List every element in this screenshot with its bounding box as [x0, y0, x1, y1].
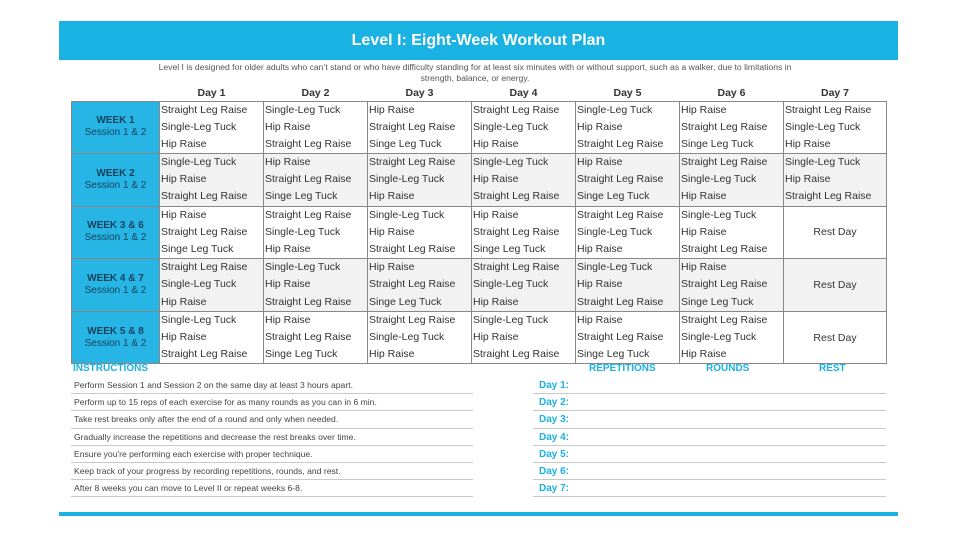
instruction-item: Keep track of your progress by recording repetitions, rounds, and rest. [71, 463, 473, 480]
exercise-item: Hip Raise [265, 278, 311, 291]
exercise-item: Hip Raise [369, 190, 415, 203]
log-day-row[interactable]: Day 1: [533, 377, 886, 394]
exercise-item: Hip Raise [473, 208, 519, 221]
exercise-item: Straight Leg Raise [473, 348, 560, 361]
log-day-row[interactable]: Day 3: [533, 411, 886, 428]
exercise-item: Hip Raise [473, 137, 519, 150]
day-cell [472, 154, 576, 207]
exercise-item: Straight Leg Raise [265, 295, 352, 308]
exercise-item: Straight Leg Raise [161, 348, 248, 361]
exercise-item: Hip Raise [265, 120, 311, 133]
exercise-item: Hip Raise [577, 313, 623, 326]
exercise-item: Hip Raise [161, 295, 207, 308]
log-day-row[interactable]: Day 4: [533, 429, 886, 446]
rounds-heading: ROUNDS [706, 363, 750, 374]
exercise-item: Singe Leg Tuck [577, 190, 650, 203]
intro-text: Level I is designed for older adults who can’t stand or who have difficulty standing for at least six minutes with or without support, such as a walker, due to limitations in strength, balance, or energy. [158, 62, 792, 83]
day-cell [368, 154, 472, 207]
exercise-item: Single-Leg Tuck [161, 120, 237, 133]
day-cell [472, 101, 576, 154]
week-row [72, 206, 887, 259]
rest-heading: REST [819, 363, 846, 374]
exercise-item: Straight Leg Raise [161, 103, 248, 116]
rest-day-cell: Rest Day [784, 206, 887, 259]
exercise-item: Single-Leg Tuck [473, 120, 549, 133]
exercise-item: Straight Leg Raise [785, 190, 872, 203]
instructions-heading: INSTRUCTIONS [73, 363, 148, 374]
week-label-cell [72, 206, 160, 259]
week-label: WEEK 1 [96, 115, 135, 127]
exercise-item: Straight Leg Raise [265, 208, 352, 221]
page-title: Level I: Eight-Week Workout Plan [59, 21, 898, 60]
exercise-item: Hip Raise [681, 348, 727, 361]
day-cell [576, 154, 680, 207]
exercise-item: Hip Raise [681, 103, 727, 116]
exercise-item: Singe Leg Tuck [369, 137, 442, 150]
exercise-item: Straight Leg Raise [577, 330, 664, 343]
rest-day-cell: Rest Day [784, 311, 887, 364]
instruction-item: Take rest breaks only after the end of a round and only when needed. [71, 411, 473, 428]
exercise-item: Straight Leg Raise [369, 278, 456, 291]
instruction-item: Perform Session 1 and Session 2 on the same day at least 3 hours apart. [71, 377, 473, 394]
instruction-item: After 8 weeks you can move to Level II or repeat weeks 6-8. [71, 480, 473, 497]
day-cell [472, 311, 576, 364]
day-cell [368, 311, 472, 364]
day-cell [264, 206, 368, 259]
exercise-item: Hip Raise [161, 137, 207, 150]
exercise-item: Straight Leg Raise [265, 137, 352, 150]
exercise-item: Single-Leg Tuck [785, 156, 861, 169]
day-header-4: Day 4 [509, 87, 538, 100]
exercise-item: Single-Leg Tuck [681, 330, 757, 343]
exercise-item: Hip Raise [473, 173, 519, 186]
exercise-item: Straight Leg Raise [577, 137, 664, 150]
week-label-cell [72, 311, 160, 364]
day-cell [368, 259, 472, 312]
day-header-6: Day 6 [717, 87, 746, 100]
week-label-cell [72, 259, 160, 312]
week-row [72, 311, 887, 364]
exercise-item: Single-Leg Tuck [577, 225, 653, 238]
week-label-cell [72, 101, 160, 154]
exercise-item: Single-Leg Tuck [785, 120, 861, 133]
session-label: Session 1 & 2 [84, 337, 147, 349]
rest-day-cell: Rest Day [784, 259, 887, 312]
day-cell [264, 154, 368, 207]
day-header-row [72, 86, 887, 101]
week-label: WEEK 4 & 7 [87, 272, 144, 284]
week-label: WEEK 3 & 6 [87, 220, 144, 232]
exercise-item: Straight Leg Raise [681, 278, 768, 291]
exercise-item: Straight Leg Raise [473, 190, 560, 203]
day-cell [680, 206, 784, 259]
exercise-item: Straight Leg Raise [265, 330, 352, 343]
exercise-item: Straight Leg Raise [681, 120, 768, 133]
week-label-cell [72, 154, 160, 207]
day-cell [576, 101, 680, 154]
footer-bar [59, 512, 898, 516]
day-header-2: Day 2 [301, 87, 330, 100]
exercise-item: Singe Leg Tuck [265, 190, 338, 203]
exercise-item: Straight Leg Raise [473, 261, 560, 274]
day-cell [368, 206, 472, 259]
exercise-item: Straight Leg Raise [681, 243, 768, 255]
exercise-item: Hip Raise [785, 137, 831, 150]
day-cell [784, 154, 887, 207]
day-cell [160, 206, 264, 259]
session-label: Session 1 & 2 [84, 127, 147, 139]
day-cell [264, 311, 368, 364]
log-day-row[interactable]: Day 5: [533, 446, 886, 463]
exercise-item: Hip Raise [369, 348, 415, 361]
week-row [72, 101, 887, 154]
exercise-item: Straight Leg Raise [161, 225, 248, 238]
exercise-item: Hip Raise [369, 261, 415, 274]
exercise-item: Straight Leg Raise [161, 190, 248, 203]
day-cell [680, 154, 784, 207]
exercise-item: Straight Leg Raise [473, 103, 560, 116]
day-cell [368, 101, 472, 154]
exercise-item: Straight Leg Raise [473, 225, 560, 238]
instruction-item: Perform up to 15 reps of each exercise for as many rounds as you can in 6 min. [71, 394, 473, 411]
exercise-item: Hip Raise [473, 330, 519, 343]
exercise-item: Hip Raise [577, 120, 623, 133]
exercise-item: Hip Raise [161, 173, 207, 186]
day-cell [576, 259, 680, 312]
session-label: Session 1 & 2 [84, 179, 147, 191]
day-cell [264, 259, 368, 312]
exercise-item: Straight Leg Raise [577, 295, 664, 308]
day-cell [160, 259, 264, 312]
day-cell [472, 206, 576, 259]
day-cell [576, 206, 680, 259]
exercise-item: Straight Leg Raise [681, 156, 768, 169]
week-label: WEEK 5 & 8 [87, 325, 144, 337]
exercise-item: Single-Leg Tuck [369, 208, 445, 221]
day-cell [472, 259, 576, 312]
exercise-item: Singe Leg Tuck [681, 137, 754, 150]
exercise-item: Straight Leg Raise [681, 313, 768, 326]
plan-body [72, 101, 887, 364]
exercise-item: Single-Leg Tuck [369, 173, 445, 186]
exercise-item: Hip Raise [161, 208, 207, 221]
day-cell [160, 311, 264, 364]
day-cell [160, 101, 264, 154]
exercise-item: Single-Leg Tuck [473, 313, 549, 326]
exercise-item: Straight Leg Raise [265, 173, 352, 186]
log-day-row[interactable]: Day 6: [533, 463, 886, 480]
day-header-5: Day 5 [613, 87, 642, 100]
exercise-item: Hip Raise [681, 190, 727, 203]
progress-log [533, 377, 886, 497]
exercise-item: Hip Raise [785, 173, 831, 186]
session-label: Session 1 & 2 [84, 284, 147, 296]
exercise-item: Hip Raise [681, 225, 727, 238]
exercise-item: Single-Leg Tuck [161, 278, 237, 291]
week-row [72, 259, 887, 312]
exercise-item: Straight Leg Raise [161, 261, 248, 274]
exercise-item: Single-Leg Tuck [161, 156, 237, 169]
workout-plan-table [71, 86, 887, 364]
exercise-item: Single-Leg Tuck [681, 173, 757, 186]
day-header-7: Day 7 [820, 87, 850, 100]
exercise-item: Hip Raise [369, 225, 415, 238]
exercise-item: Hip Raise [369, 103, 415, 116]
exercise-item: Singe Leg Tuck [161, 243, 234, 255]
day-cell [680, 101, 784, 154]
exercise-item: Single-Leg Tuck [265, 261, 341, 274]
exercise-item: Straight Leg Raise [369, 120, 456, 133]
exercise-item: Straight Leg Raise [369, 313, 456, 326]
exercise-item: Single-Leg Tuck [265, 103, 341, 116]
exercise-item: Singe Leg Tuck [681, 295, 754, 308]
exercise-item: Hip Raise [265, 243, 311, 255]
exercise-item: Straight Leg Raise [577, 173, 664, 186]
exercise-item: Single-Leg Tuck [161, 313, 237, 326]
exercise-item: Hip Raise [577, 243, 623, 255]
exercise-item: Straight Leg Raise [369, 156, 456, 169]
log-day-row[interactable]: Day 7: [533, 480, 886, 497]
day-cell [680, 311, 784, 364]
exercise-item: Hip Raise [473, 295, 519, 308]
day-cell [784, 101, 887, 154]
exercise-item: Singe Leg Tuck [577, 348, 650, 361]
day-cell [160, 154, 264, 207]
exercise-item: Single-Leg Tuck [577, 103, 653, 116]
exercise-item: Single-Leg Tuck [369, 330, 445, 343]
week-label: WEEK 2 [96, 167, 135, 179]
day-header-1: Day 1 [197, 87, 226, 100]
exercise-item: Single-Leg Tuck [473, 278, 549, 291]
exercise-item: Hip Raise [577, 278, 623, 291]
exercise-item: Singe Leg Tuck [473, 243, 546, 255]
exercise-item: Straight Leg Raise [369, 243, 456, 255]
day-cell [576, 311, 680, 364]
log-day-row[interactable]: Day 2: [533, 394, 886, 411]
instruction-item: Ensure you're performing each exercise with proper technique. [71, 446, 473, 463]
day-cell [264, 101, 368, 154]
exercise-item: Hip Raise [265, 156, 311, 169]
header-corner [72, 86, 160, 101]
instruction-item: Gradually increase the repetitions and decrease the rest breaks over time. [71, 429, 473, 446]
exercise-item: Hip Raise [161, 330, 207, 343]
exercise-item: Hip Raise [577, 156, 623, 169]
exercise-item: Single-Leg Tuck [577, 261, 653, 274]
instructions-list [71, 377, 473, 497]
day-cell [680, 259, 784, 312]
exercise-item: Straight Leg Raise [785, 103, 872, 116]
exercise-item: Singe Leg Tuck [369, 295, 442, 308]
exercise-item: Straight Leg Raise [577, 208, 664, 221]
exercise-item: Hip Raise [265, 313, 311, 326]
exercise-item: Single-Leg Tuck [681, 208, 757, 221]
day-header-3: Day 3 [405, 87, 434, 100]
session-label: Session 1 & 2 [84, 232, 147, 244]
exercise-item: Single-Leg Tuck [473, 156, 549, 169]
exercise-item: Hip Raise [681, 261, 727, 274]
exercise-item: Single-Leg Tuck [265, 225, 341, 238]
repetitions-heading: REPETITIONS [589, 363, 656, 374]
exercise-item: Singe Leg Tuck [265, 348, 338, 361]
week-row [72, 154, 887, 207]
